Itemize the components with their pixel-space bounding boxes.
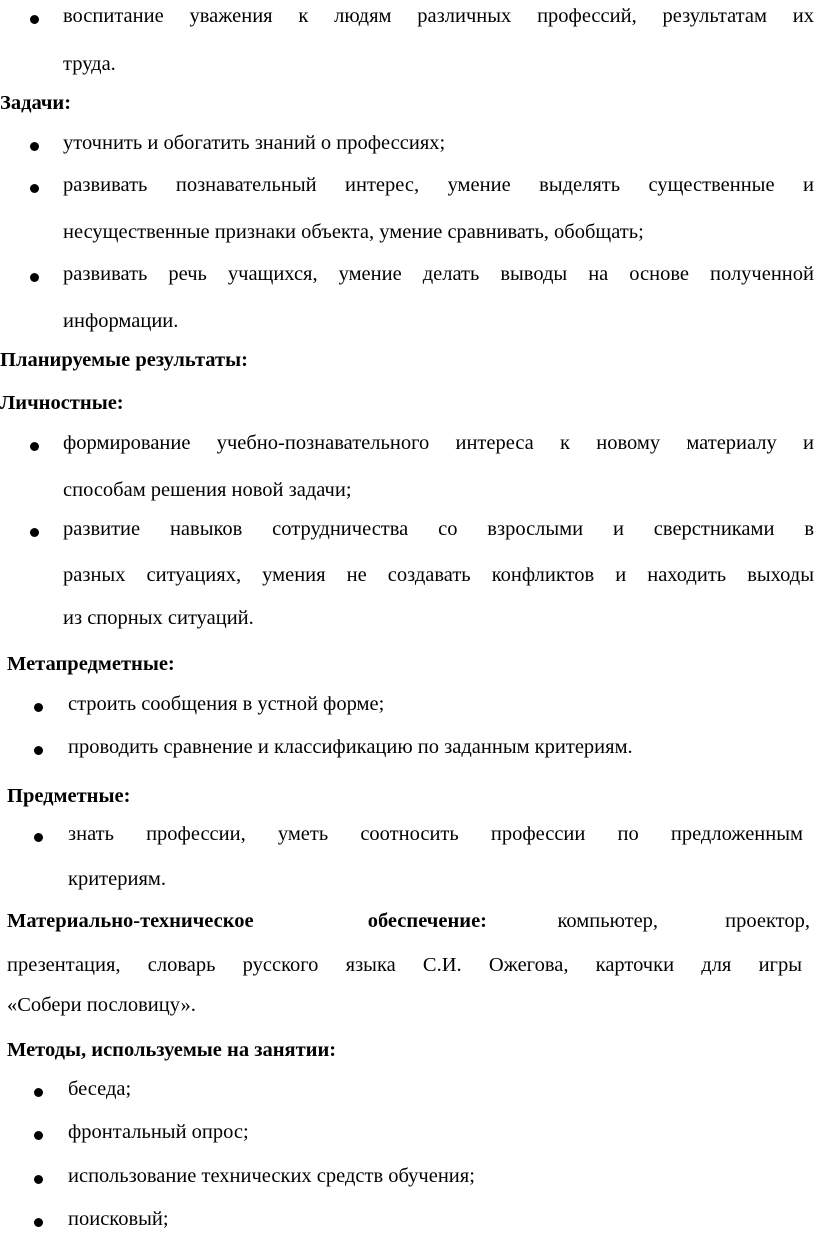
bullet-icon	[34, 1088, 43, 1097]
equipment-value: компьютер, проектор,	[557, 910, 810, 932]
task-item-line: уточнить и обогатить знаний о профессиях;	[63, 132, 446, 154]
methods-item: поисковый;	[68, 1208, 169, 1230]
meta-item-line: строить сообщения в устной форме;	[68, 693, 385, 715]
equipment-line-1	[7, 909, 810, 934]
equipment-label: Материально-техническое обеспечение:	[7, 910, 487, 932]
bullet-icon	[34, 1175, 43, 1184]
bullet-icon	[34, 746, 43, 755]
personal-item-line: формирование учебно-познавательного интереса к новому материалу и	[63, 432, 814, 454]
personal-item-line: из спорных ситуаций.	[63, 607, 254, 629]
methods-item: фронтальный опрос;	[68, 1121, 249, 1143]
bullet-icon	[30, 184, 39, 193]
methods-item: использование технических средств обучения;	[68, 1165, 475, 1187]
personal-item-line: развитие навыков сотрудничества со взрослыми и сверстниками в	[63, 518, 814, 540]
methods-item: беседа;	[68, 1078, 132, 1100]
intro-item-line: труда.	[63, 53, 116, 75]
personal-item-line: способам решения новой задачи;	[63, 479, 352, 501]
planned-results-heading: Планируемые результаты:	[0, 349, 248, 371]
personal-item-line: разных ситуациях, умения не создавать конфликтов и находить выходы	[63, 564, 814, 586]
task-item-line: развивать познавательный интерес, умение выделять существенные и	[63, 174, 814, 196]
subject-item-line: критериям.	[68, 868, 166, 890]
equipment-line-2: презентация, словарь русского языка С.И. Ожегова, карточки для игры	[7, 954, 802, 976]
bullet-icon	[34, 1218, 43, 1227]
bullet-icon	[34, 1131, 43, 1140]
personal-heading: Личностные:	[0, 392, 124, 414]
intro-item-line: воспитание уважения к людям различных профессий, результатам их	[63, 5, 814, 27]
bullet-icon	[30, 142, 39, 151]
bullet-icon	[34, 833, 43, 842]
task-item-line: несущественные признаки объекта, умение сравнивать, обобщать;	[63, 221, 644, 243]
methods-heading: Методы, используемые на занятии:	[7, 1039, 337, 1061]
bullet-icon	[30, 15, 39, 24]
bullet-icon	[30, 528, 39, 537]
meta-heading: Метапредметные:	[7, 653, 175, 675]
bullet-icon	[30, 273, 39, 282]
bullet-icon	[30, 442, 39, 451]
bullet-icon	[34, 703, 43, 712]
subject-heading: Предметные:	[7, 785, 131, 807]
task-item-line: информации.	[63, 310, 179, 332]
tasks-heading: Задачи:	[0, 92, 72, 114]
subject-item-line: знать профессии, уметь соотносить профессии по предложенным	[68, 823, 803, 845]
meta-item-line: проводить сравнение и классификацию по заданным критериям.	[68, 736, 633, 758]
task-item-line: развивать речь учащихся, умение делать выводы на основе полученной	[63, 263, 814, 285]
equipment-line-3: «Собери пословицу».	[7, 994, 196, 1016]
